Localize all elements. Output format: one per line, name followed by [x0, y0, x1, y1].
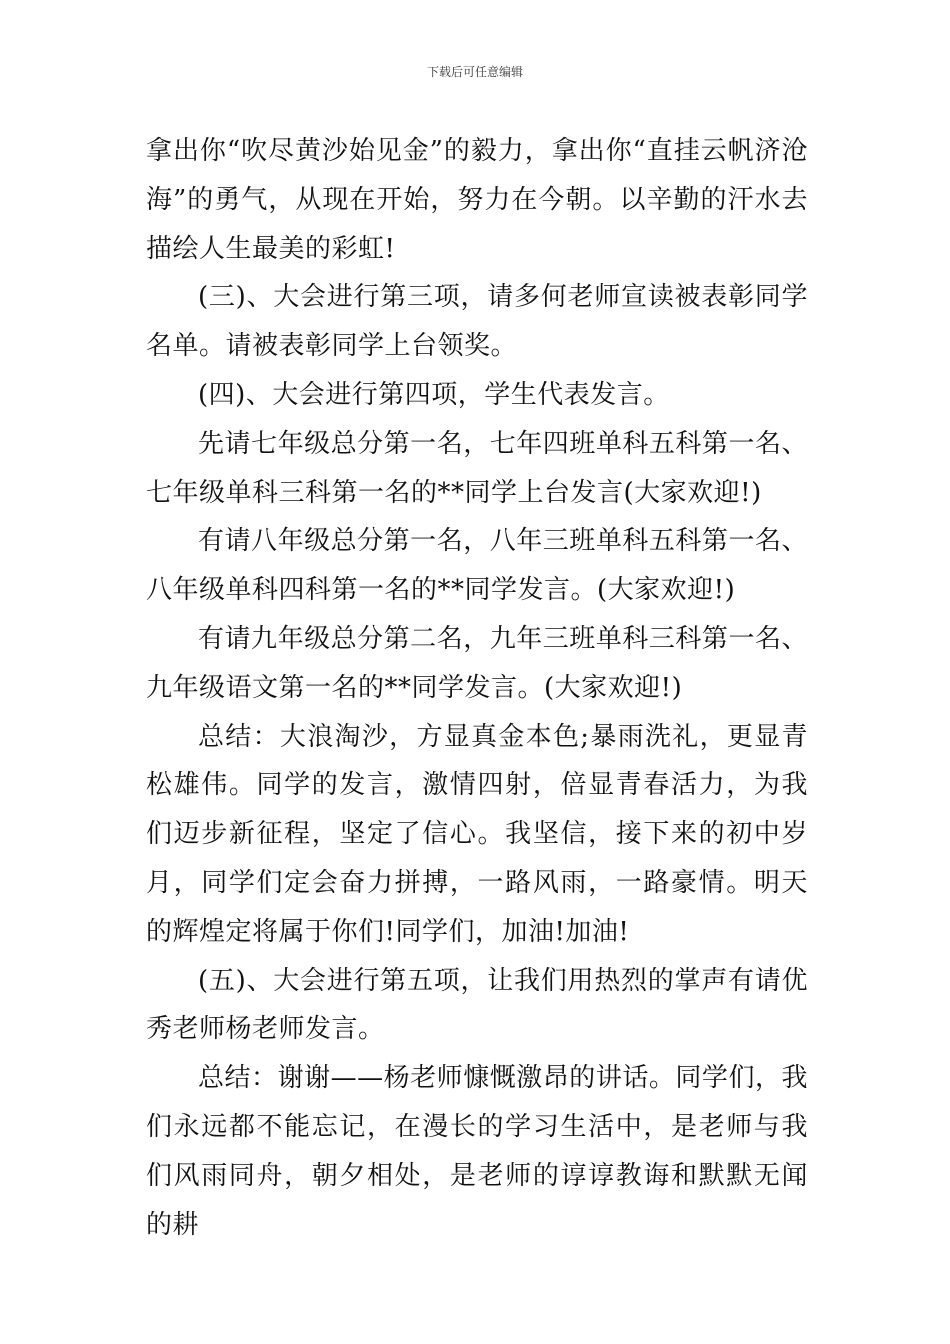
paragraph-item-five: (五)、大会进行第五项，让我们用热烈的掌声有请优秀老师杨老师发言。 — [146, 965, 808, 1045]
paragraph-summary-teacher: 总结：谢谢——杨老师慷慨激昂的讲话。同学们，我们永远都不能忘记，在漫长的学习生活中，是老师与我们风雨同舟，朝夕相处，是老师的谆谆教诲和默默无闻的耕 — [146, 1063, 808, 1240]
paragraph-continuation: 拿出你“吹尽黄沙始见金”的毅力，拿出你“直挂云帆济沧海”的勇气，从现在开始，努力在今朝。以辛勤的汗水去描绘人生最美的彩虹! — [146, 136, 808, 264]
paragraph-item-four: (四)、大会进行第四项，学生代表发言。 — [198, 379, 670, 410]
paragraph-summary-students: 总结：大浪淘沙，方显真金本色;暴雨洗礼，更显青松雄伟。同学的发言，激情四射，倍显青春活力，为我们迈步新征程，坚定了信心。我坚信，接下来的初中岁月，同学们定会奋力拼搏，一路风雨，一路豪情。明天的辉煌定将属于你们!同学们，加油!加油! — [146, 721, 808, 947]
paragraph-item-three: (三)、大会进行第三项，请多何老师宣读被表彰同学名单。请被表彰同学上台领奖。 — [146, 282, 808, 362]
paragraph-grade9-speaker: 有请九年级总分第二名，九年三班单科三科第一名、九年级语文第一名的**同学发言。(大家欢迎!) — [146, 623, 808, 703]
page-header-note: 下载后可任意编辑 — [426, 65, 523, 79]
paragraph-grade7-speaker: 先请七年级总分第一名，七年四班单科五科第一名、七年级单科三科第一名的**同学上台发言(大家欢迎!) — [146, 428, 808, 508]
document-body — [146, 127, 808, 1249]
paragraph-grade8-speaker: 有请八年级总分第一名，八年三班单科五科第一名、八年级单科四科第一名的**同学发言。(大家欢迎!) — [146, 526, 808, 606]
